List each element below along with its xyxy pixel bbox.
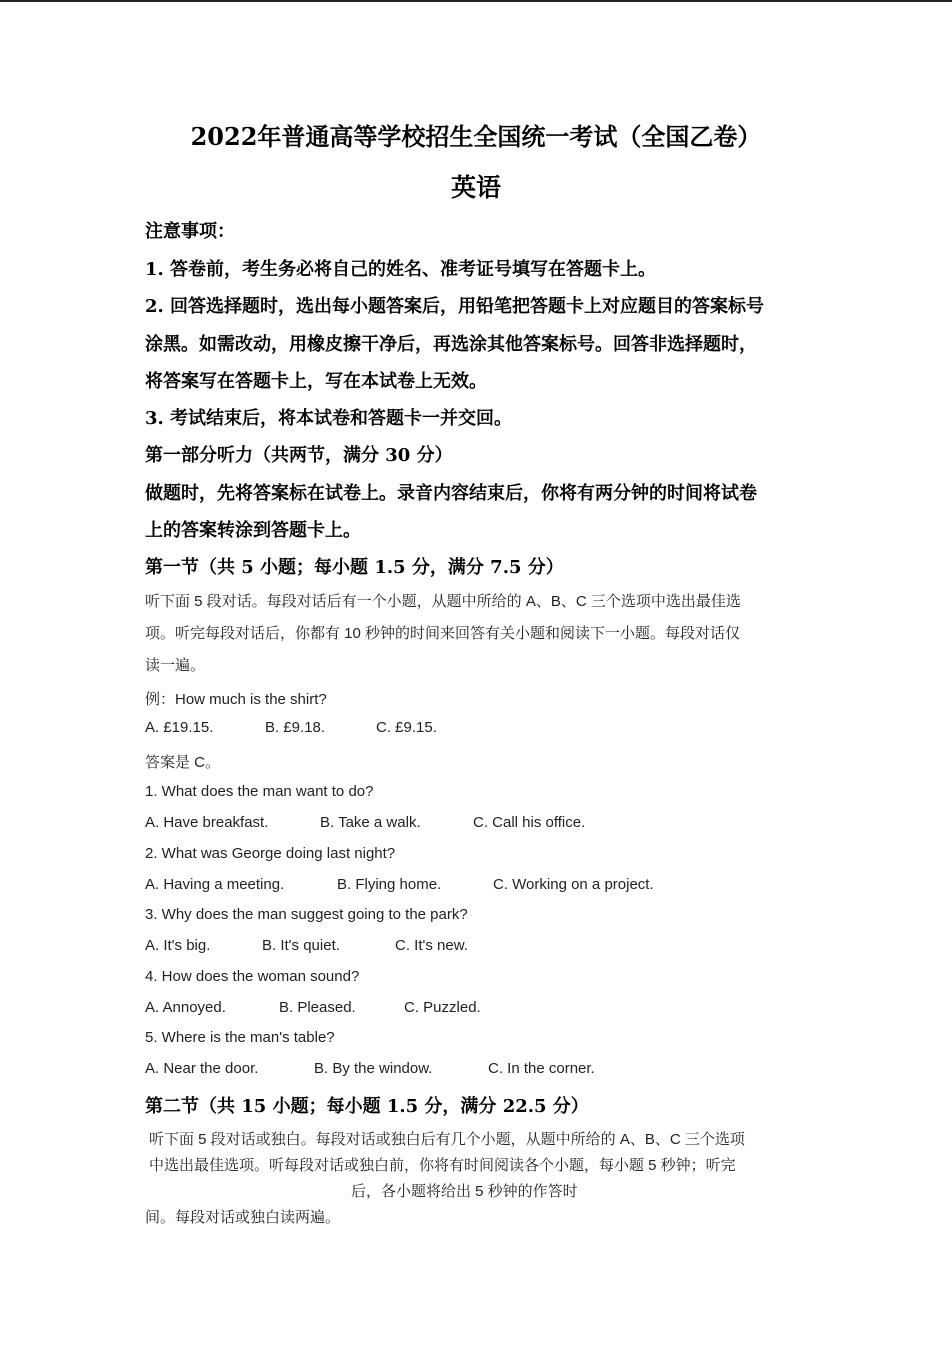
question-4: 4. How does the woman sound?	[145, 968, 360, 985]
q4-option-a: A. Annoyed.	[145, 999, 226, 1016]
q2-option-c: C. Working on a project.	[493, 876, 654, 893]
section2-description: 听下面 5 段对话或独白。每段对话或独白后有几个小题，从题中所给的 A、B、C 三个选项	[149, 1131, 745, 1148]
section1-description-cont: 项。听完每段对话后，你都有 10 秒钟的时间来回答有关小题和阅读下一小题。每段对话仅	[145, 625, 741, 642]
q1-option-c: C. Call his office.	[473, 814, 586, 831]
example-answer: 答案是 C。	[145, 754, 221, 771]
part1-heading: 第一部分听力（共两节，满分 30 分）	[145, 445, 453, 466]
q3-option-c: C. It's new.	[395, 937, 468, 954]
example-option-c: C. £9.15.	[376, 719, 437, 736]
part1-instruction: 做题时，先将答案标在试卷上。录音内容结束后，你将有两分钟的时间将试卷	[145, 483, 757, 504]
part1-instruction-cont: 上的答案转涂到答题卡上。	[145, 520, 361, 541]
q2-option-a: A. Having a meeting.	[145, 876, 285, 893]
notice-item-2-cont: 将答案写在答题卡上，写在本试卷上无效。	[145, 371, 487, 392]
section2-description-cont: 中选出最佳选项。听每段对话或独白前，你将有时间阅读各个小题，每小题 5 秒钟；听完	[149, 1157, 736, 1174]
notice-item-1: 1. 答卷前，考生务必将自己的姓名、准考证号填写在答题卡上。	[145, 259, 657, 280]
q4-option-c: C. Puzzled.	[404, 999, 481, 1016]
q1-option-b: B. Take a walk.	[320, 814, 421, 831]
page-top-border	[0, 0, 952, 2]
question-2: 2. What was George doing last night?	[145, 845, 396, 862]
notice-item-2: 2. 回答选择题时，选出每小题答案后，用铅笔把答题卡上对应题目的答案标号	[145, 296, 765, 317]
q2-option-b: B. Flying home.	[337, 876, 442, 893]
q1-option-a: A. Have breakfast.	[145, 814, 269, 831]
example-option-a: A. £19.15.	[145, 719, 214, 736]
question-5: 5. Where is the man's table?	[145, 1029, 335, 1046]
q5-option-a: A. Near the door.	[145, 1060, 259, 1077]
section1-heading: 第一节（共 5 小题；每小题 1.5 分，满分 7.5 分）	[145, 557, 564, 578]
example-question: 例：How much is the shirt?	[145, 691, 327, 708]
section2-heading: 第二节（共 15 小题；每小题 1.5 分，满分 22.5 分）	[145, 1096, 589, 1117]
section2-description-cont: 后，各小题将给出 5 秒钟的作答时	[351, 1183, 578, 1200]
example-option-b: B. £9.18.	[265, 719, 326, 736]
exam-title: 2022年普通高等学校招生全国统一考试（全国乙卷）	[190, 122, 762, 151]
question-3: 3. Why does the man suggest going to the park?	[145, 906, 468, 923]
q3-option-b: B. It's quiet.	[262, 937, 340, 954]
notice-heading: 注意事项：	[145, 221, 235, 242]
subject-title: 英语	[450, 173, 501, 202]
section1-description-cont: 读一遍。	[145, 657, 206, 674]
q3-option-a: A. It's big.	[145, 937, 211, 954]
q4-option-b: B. Pleased.	[279, 999, 356, 1016]
question-1: 1. What does the man want to do?	[145, 783, 374, 800]
q5-option-c: C. In the corner.	[488, 1060, 595, 1077]
section1-description: 听下面 5 段对话。每段对话后有一个小题，从题中所给的 A、B、C 三个选项中选出最佳选	[145, 593, 741, 610]
notice-item-2-cont: 涂黑。如需改动，用橡皮擦干净后，再选涂其他答案标号。回答非选择题时，	[145, 334, 757, 355]
section2-description-cont: 间。每段对话或独白读两遍。	[145, 1209, 341, 1226]
q5-option-b: B. By the window.	[314, 1060, 433, 1077]
notice-item-3: 3. 考试结束后，将本试卷和答题卡一并交回。	[145, 408, 513, 429]
